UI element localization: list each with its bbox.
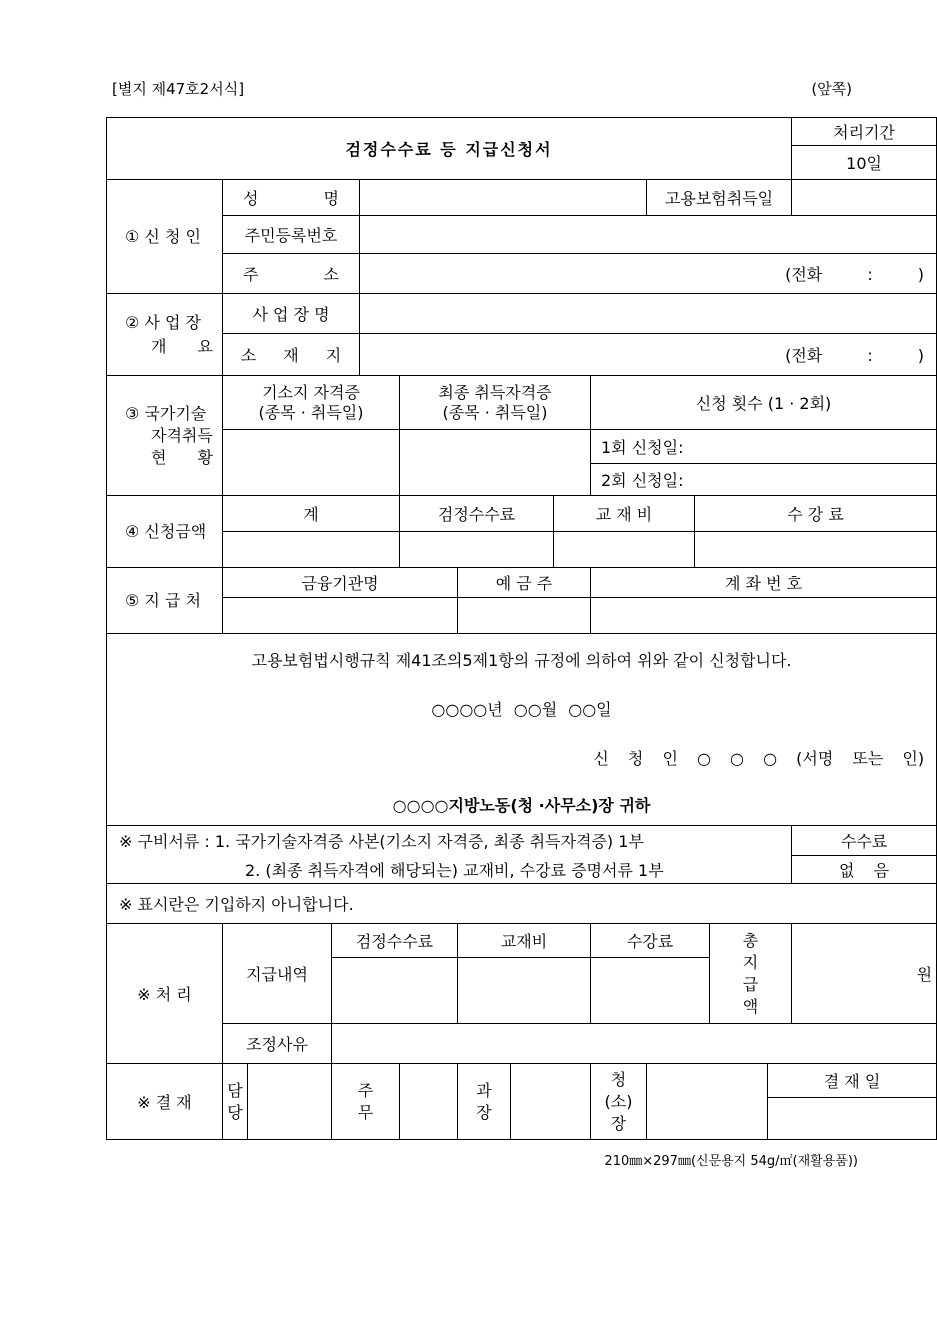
- chief-char1: 과: [476, 1080, 492, 1100]
- staff-char2: 당: [227, 1102, 243, 1122]
- processing-period-label: 처리기간: [792, 118, 937, 146]
- payment-detail-label: 지급내역: [223, 924, 332, 1024]
- processing-period-value: 10일: [792, 146, 937, 180]
- base-cert-line2: (종목 · 취득일): [258, 402, 364, 422]
- declaration-date: ○○○○년 ○○월 ○○일: [431, 700, 612, 719]
- application-count-header: 신청 횟수 (1 · 2회): [591, 376, 937, 430]
- proc-exam-fee-field[interactable]: [332, 958, 458, 1024]
- total-label-char3: 급: [742, 974, 759, 994]
- final-cert-line1: 최종 취득자격증: [438, 382, 552, 402]
- total-label-char2: 지: [742, 952, 759, 972]
- approval-date-label: 결 재 일: [768, 1064, 937, 1098]
- second-application-date[interactable]: 2회 신청일:: [591, 464, 937, 496]
- paper-spec: 210㎜×297㎜(신문용지 54g/㎡(재활용품)): [604, 1154, 858, 1169]
- insurance-date-field[interactable]: [792, 180, 937, 216]
- chief-label: [458, 1064, 511, 1140]
- form-number: [별지 제47호2서식]: [112, 80, 245, 98]
- final-cert-field[interactable]: [400, 430, 591, 496]
- head-char3: 장: [610, 1113, 627, 1133]
- location-field[interactable]: (전화 : ): [360, 334, 937, 376]
- declaration-text: 고용보험법시행규칙 제41조의5제1항의 규정에 의하여 위와 같이 신청합니다.: [251, 651, 792, 670]
- application-form: [106, 117, 937, 1140]
- insurance-date-label: 고용보험취득일: [647, 180, 792, 216]
- qualification-line3: 현 황: [151, 447, 213, 467]
- qualification-line1: ③ 국가기술: [125, 403, 207, 423]
- required-docs-line2: 2. (최종 취득자격에 해당되는) 교재비, 수강료 증명서류 1부: [107, 856, 792, 884]
- workplace-section-line2: 개 요: [151, 336, 213, 356]
- required-docs-line1: ※ 구비서류 : 1. 국가기술자격증 사본(기소지 자격증, 최종 취득자격증) 1부: [107, 826, 792, 856]
- proc-header-textbook: 교재비: [458, 924, 591, 958]
- page-side: (앞쪽): [811, 80, 852, 98]
- approval-section-label: ※ 결 재: [107, 1064, 223, 1140]
- depositor-header: 예 금 주: [458, 568, 591, 598]
- amount-header-textbook: 교 재 비: [554, 496, 695, 532]
- amount-exam-fee-field[interactable]: [400, 532, 554, 568]
- chief-char2: 장: [476, 1102, 492, 1122]
- rrn-field[interactable]: [360, 216, 937, 254]
- workplace-section-line1: ② 사 업 장: [125, 312, 201, 332]
- declaration-block: [107, 634, 937, 826]
- officer-char2: 무: [357, 1102, 374, 1122]
- name-field[interactable]: [360, 180, 647, 216]
- declaration-addressee: ○○○○지방노동(청 ·사무소)장 귀하: [392, 796, 651, 815]
- final-cert-line2: (종목 · 취득일): [442, 402, 548, 422]
- head-label: [591, 1064, 647, 1140]
- workplace-name-label: 사 업 장 명: [223, 294, 360, 334]
- staff-char1: 담: [227, 1080, 243, 1100]
- qualification-line2: 자격취득: [151, 425, 213, 445]
- bank-name-field[interactable]: [223, 598, 458, 634]
- total-label-char1: 총: [742, 930, 759, 950]
- applicant-section-label: ① 신 청 인: [107, 180, 223, 294]
- officer-sign-field[interactable]: [400, 1064, 458, 1140]
- bank-name-header: 금융기관명: [223, 568, 458, 598]
- fee-label: 수수료: [792, 826, 937, 856]
- adjust-reason-field[interactable]: [332, 1024, 937, 1064]
- total-payment-field[interactable]: 원: [792, 924, 937, 1024]
- qualification-section-label: [107, 376, 223, 496]
- base-cert-line1: 기소지 자격증: [262, 382, 360, 402]
- workplace-section-label: [107, 294, 223, 376]
- amount-header-total: 계: [223, 496, 400, 532]
- declaration-applicant[interactable]: 신 청 인 ○ ○ ○ (서명 또는 인): [593, 749, 925, 768]
- amount-section-label: ④ 신청금액: [107, 496, 223, 568]
- name-label: 성 명: [223, 180, 360, 216]
- proc-textbook-field[interactable]: [458, 958, 591, 1024]
- officer-char1: 주: [357, 1080, 374, 1100]
- address-label: 주 소: [223, 254, 360, 294]
- depositor-field[interactable]: [458, 598, 591, 634]
- total-label-char4: 액: [742, 996, 759, 1016]
- account-number-field[interactable]: [591, 598, 937, 634]
- staff-label: [223, 1064, 248, 1140]
- fee-value: 없 음: [792, 856, 937, 884]
- first-application-date[interactable]: 1회 신청일:: [591, 430, 937, 464]
- chief-sign-field[interactable]: [511, 1064, 591, 1140]
- location-label: 소 재 지: [223, 334, 360, 376]
- proc-header-tuition: 수강료: [591, 924, 710, 958]
- amount-tuition-field[interactable]: [695, 532, 937, 568]
- amount-header-exam-fee: 검정수수료: [400, 496, 554, 532]
- processing-section-label: ※ 처 리: [107, 924, 223, 1064]
- workplace-name-field[interactable]: [360, 294, 937, 334]
- rrn-label: 주민등록번호: [223, 216, 360, 254]
- total-payment-label: [710, 924, 792, 1024]
- head-char2: (소): [604, 1091, 633, 1111]
- base-cert-field[interactable]: [223, 430, 400, 496]
- head-char1: 청: [610, 1069, 627, 1089]
- staff-sign-field[interactable]: [248, 1064, 332, 1140]
- proc-header-exam-fee: 검정수수료: [332, 924, 458, 958]
- form-title: 검정수수료 등 지급신청서: [107, 118, 792, 180]
- address-field[interactable]: (전화 : ): [360, 254, 937, 294]
- base-cert-header: [223, 376, 400, 430]
- payee-section-label: ⑤ 지 급 처: [107, 568, 223, 634]
- proc-tuition-field[interactable]: [591, 958, 710, 1024]
- approval-date-field[interactable]: [768, 1098, 937, 1140]
- amount-textbook-field[interactable]: [554, 532, 695, 568]
- amount-header-tuition: 수 강 료: [695, 496, 937, 532]
- head-sign-field[interactable]: [647, 1064, 768, 1140]
- adjust-reason-label: 조정사유: [223, 1024, 332, 1064]
- officer-label: [332, 1064, 400, 1140]
- account-number-header: 계 좌 번 호: [591, 568, 937, 598]
- notice-text: ※ 표시란은 기입하지 아니합니다.: [107, 884, 937, 924]
- final-cert-header: [400, 376, 591, 430]
- amount-total-field[interactable]: [223, 532, 400, 568]
